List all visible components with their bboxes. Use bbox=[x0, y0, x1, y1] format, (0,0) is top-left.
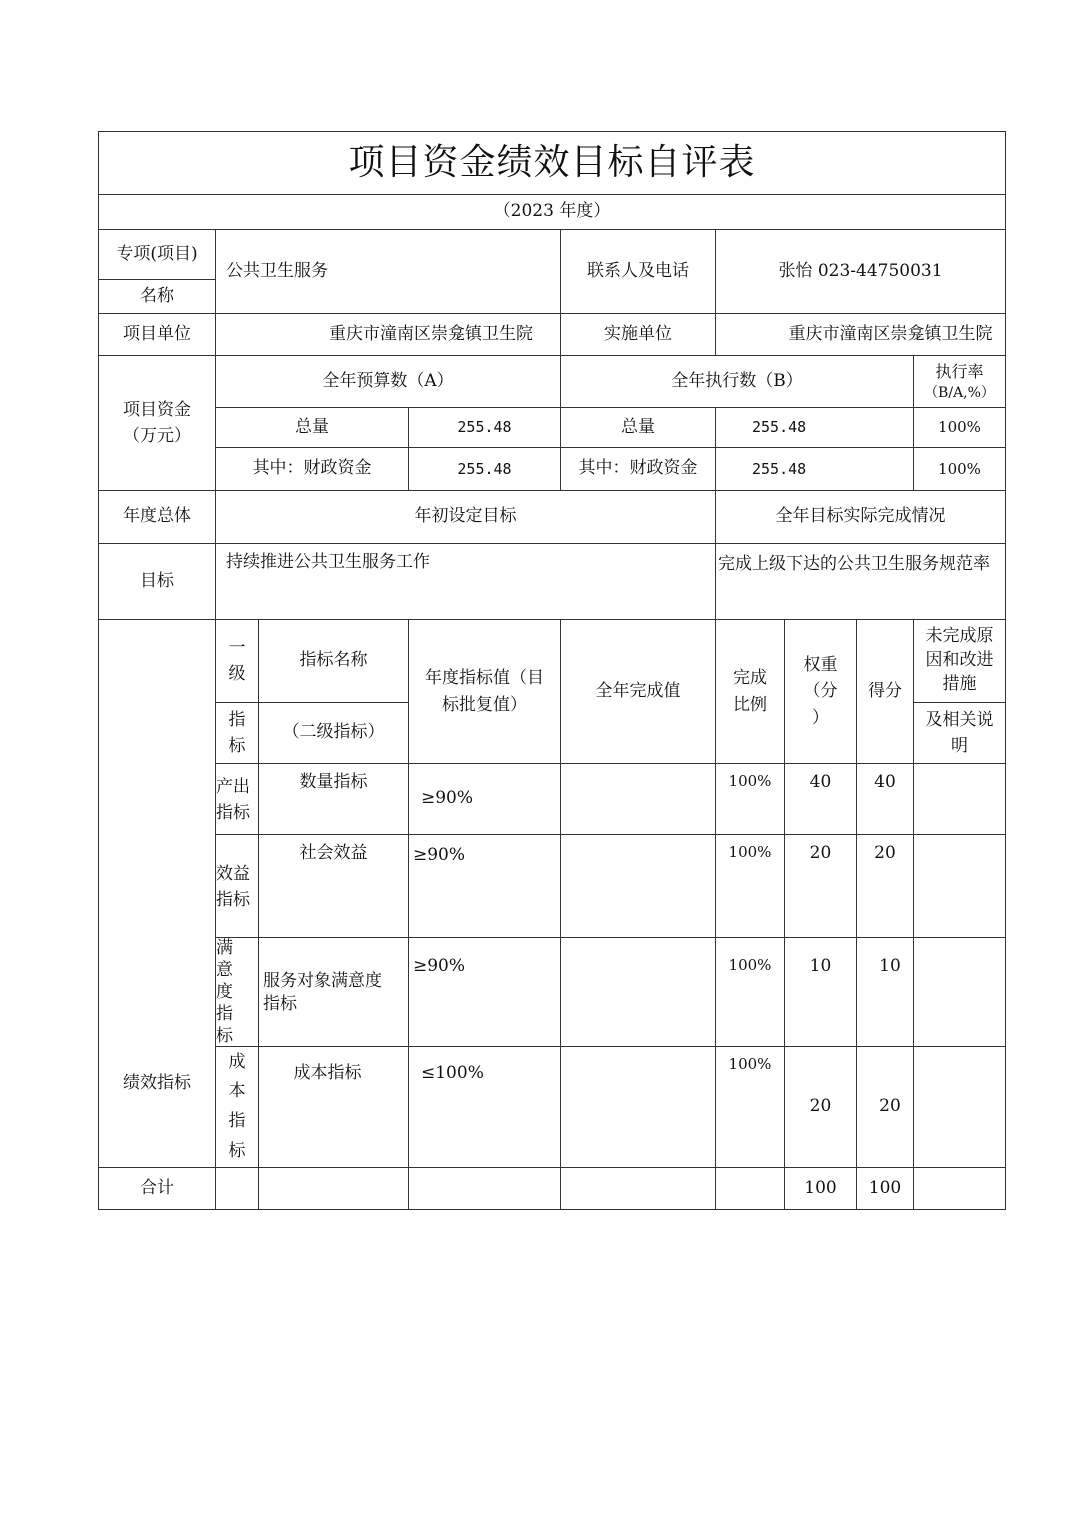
row4-level1-char: 本 bbox=[228, 1081, 246, 1102]
row1-level1 bbox=[215, 763, 259, 835]
row4-level1-char: 标 bbox=[228, 1140, 246, 1161]
row4-level1-char: 成 bbox=[228, 1051, 246, 1072]
funds-label bbox=[98, 355, 216, 491]
row4-weight: 20 bbox=[784, 1046, 857, 1168]
row1-ratio: 100% bbox=[715, 763, 785, 835]
row4-actual bbox=[560, 1046, 716, 1168]
exec-fiscal-value: 255.48 bbox=[715, 447, 914, 491]
actual-goal-header: 全年目标实际完成情况 bbox=[715, 490, 1006, 544]
initial-goal-header: 年初设定目标 bbox=[215, 490, 716, 544]
contact-label: 联系人及电话 bbox=[560, 229, 716, 314]
row3-ratio: 100% bbox=[715, 937, 785, 1047]
row3-name bbox=[258, 937, 409, 1047]
contact-value: 张怡 023-44750031 bbox=[715, 229, 1006, 314]
hdr-level1-char: 一 bbox=[228, 637, 246, 658]
row3-level1-char: 度 bbox=[216, 981, 233, 1002]
row2-target: ≥90% bbox=[408, 834, 561, 938]
row2-level1-line: 指标 bbox=[216, 890, 250, 910]
row2-level1-line: 效益 bbox=[216, 863, 250, 884]
budget-fiscal-label: 其中：财政资金 bbox=[215, 447, 409, 491]
row2-score: 20 bbox=[856, 834, 914, 938]
row4-level1-char: 指 bbox=[228, 1111, 246, 1131]
row1-target: ≥90% bbox=[408, 763, 561, 835]
hdr-ratio-line2: 比例 bbox=[733, 694, 767, 715]
hdr-reason-top bbox=[913, 619, 1006, 703]
row1-level1-line: 指标 bbox=[216, 803, 250, 823]
row3-score: 10 bbox=[856, 937, 914, 1047]
rate-header bbox=[913, 355, 1006, 408]
row1-reason bbox=[913, 763, 1006, 835]
row1-score: 40 bbox=[856, 763, 914, 835]
hdr-weight-line: （分 bbox=[803, 681, 838, 702]
hdr-target-line1: 年度指标值（目 bbox=[425, 668, 544, 689]
row1-name: 数量指标 bbox=[258, 763, 409, 835]
annual-goal-label-line1: 年度总体 bbox=[98, 490, 216, 544]
hdr-level1-char: 级 bbox=[228, 664, 246, 684]
row3-actual bbox=[560, 937, 716, 1047]
sum-empty-cell bbox=[258, 1167, 409, 1210]
exec-header: 全年执行数（B） bbox=[560, 355, 914, 408]
hdr-reason-line: 措施 bbox=[942, 673, 977, 694]
hdr-weight-line: ） bbox=[812, 707, 829, 728]
hdr-level1-char: 标 bbox=[228, 736, 246, 756]
hdr-level1-top bbox=[215, 619, 259, 703]
hdr-target bbox=[408, 619, 561, 764]
sum-empty-cell bbox=[560, 1167, 716, 1210]
row1-weight: 40 bbox=[784, 763, 857, 835]
row4-target: ≤100% bbox=[408, 1046, 561, 1168]
hdr-reason-line: 因和改进 bbox=[925, 650, 994, 671]
funds-label-line2: （万元） bbox=[123, 426, 191, 446]
row3-level1 bbox=[215, 937, 259, 1047]
hdr-weight bbox=[784, 619, 857, 764]
row4-reason bbox=[913, 1046, 1006, 1168]
rate-header-line2: （B/A,%） bbox=[924, 384, 995, 401]
row3-level1-char: 指 bbox=[216, 1004, 233, 1025]
hdr-reason-line: 及相关说 bbox=[925, 709, 994, 730]
row3-reason bbox=[913, 937, 1006, 1047]
row3-level1-char: 满 bbox=[216, 937, 233, 958]
hdr-indicator-name: 指标名称 bbox=[258, 619, 409, 703]
row3-name-line1: 服务对象满意度 bbox=[263, 971, 382, 992]
row1-actual bbox=[560, 763, 716, 835]
impl-label: 实施单位 bbox=[560, 313, 716, 356]
exec-total-value: 255.48 bbox=[715, 407, 914, 448]
hdr-reason-line: 明 bbox=[951, 736, 968, 756]
form-year: （2023 年度） bbox=[98, 194, 1006, 230]
hdr-reason-bottom bbox=[913, 702, 1006, 764]
row3-level1-char: 标 bbox=[216, 1026, 233, 1047]
hdr-indicator-subname: （二级指标） bbox=[258, 702, 409, 764]
funds-label-line1: 项目资金 bbox=[123, 399, 191, 420]
budget-total-value: 255.48 bbox=[408, 407, 561, 448]
row4-ratio: 100% bbox=[715, 1046, 785, 1168]
hdr-ratio bbox=[715, 619, 785, 764]
impl-value: 重庆市潼南区崇龛镇卫生院 bbox=[715, 313, 1006, 356]
hdr-actual: 全年完成值 bbox=[560, 619, 716, 764]
row2-reason bbox=[913, 834, 1006, 938]
perf-label: 绩效指标 bbox=[98, 619, 216, 1168]
row4-score: 20 bbox=[856, 1046, 914, 1168]
unit-label: 项目单位 bbox=[98, 313, 216, 356]
row3-level1-char: 意 bbox=[216, 959, 233, 980]
sum-empty-cell bbox=[913, 1167, 1006, 1210]
unit-value: 重庆市潼南区崇龛镇卫生院 bbox=[215, 313, 561, 356]
row2-actual bbox=[560, 834, 716, 938]
hdr-score: 得分 bbox=[856, 619, 914, 764]
hdr-reason-line: 未完成原 bbox=[925, 626, 994, 647]
row2-ratio: 100% bbox=[715, 834, 785, 938]
exec-total-label: 总量 bbox=[560, 407, 716, 448]
sum-empty-cell bbox=[215, 1167, 259, 1210]
row2-level1 bbox=[215, 834, 259, 938]
row3-weight: 10 bbox=[784, 937, 857, 1047]
form-title: 项目资金绩效目标自评表 bbox=[98, 131, 1006, 195]
hdr-level1-bottom bbox=[215, 702, 259, 764]
row4-level1 bbox=[215, 1046, 259, 1168]
row1-level1-line: 产出 bbox=[216, 776, 250, 797]
project-label-line1: 专项(项目) bbox=[98, 229, 216, 280]
row3-target: ≥90% bbox=[408, 937, 561, 1047]
rate-header-line1: 执行率 bbox=[935, 361, 984, 381]
rate-fiscal-value: 100% bbox=[913, 447, 1006, 491]
sum-empty-cell bbox=[408, 1167, 561, 1210]
project-name-value: 公共卫生服务 bbox=[215, 229, 561, 314]
rate-total-value: 100% bbox=[913, 407, 1006, 448]
budget-fiscal-value: 255.48 bbox=[408, 447, 561, 491]
hdr-weight-line: 权重 bbox=[803, 654, 838, 675]
hdr-level1-char: 指 bbox=[228, 709, 246, 730]
initial-goal-text: 持续推进公共卫生服务工作 bbox=[215, 543, 716, 620]
sum-empty-cell bbox=[715, 1167, 785, 1210]
hdr-ratio-line1: 完成 bbox=[733, 668, 767, 689]
row2-name: 社会效益 bbox=[258, 834, 409, 938]
row2-weight: 20 bbox=[784, 834, 857, 938]
actual-goal-text: 完成上级下达的公共卫生服务规范率 bbox=[715, 543, 1006, 620]
annual-goal-label-line2: 目标 bbox=[98, 543, 216, 620]
sum-weight: 100 bbox=[784, 1167, 857, 1210]
sum-label: 合计 bbox=[98, 1167, 216, 1210]
budget-header: 全年预算数（A） bbox=[215, 355, 561, 408]
row4-name: 成本指标 bbox=[258, 1046, 409, 1168]
exec-fiscal-label: 其中：财政资金 bbox=[560, 447, 716, 491]
project-label-line2: 名称 bbox=[98, 279, 216, 314]
budget-total-label: 总量 bbox=[215, 407, 409, 448]
sum-score: 100 bbox=[856, 1167, 914, 1210]
hdr-target-line2: 标批复值） bbox=[442, 694, 527, 715]
row3-name-line2: 指标 bbox=[263, 994, 297, 1014]
